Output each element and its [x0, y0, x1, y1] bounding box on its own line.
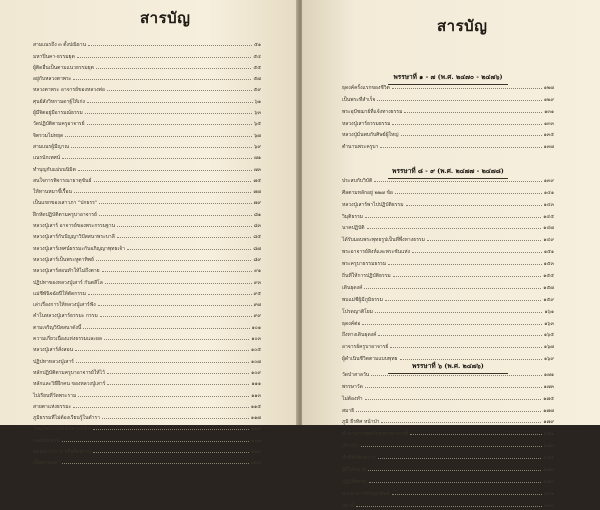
toc-entry-title: พบอุดกรวการ หรือศีลธรรม [33, 448, 92, 455]
toc-entry [33, 309, 261, 320]
dot-leader [65, 136, 252, 137]
dot-leader [87, 102, 253, 103]
dot-leader [368, 470, 541, 471]
toc-entry-page: ๑๘๓ [543, 443, 554, 450]
dot-leader [94, 181, 252, 182]
toc-entry [33, 433, 261, 444]
toc-entry [342, 403, 554, 415]
toc-entry-page: ๖๓ [254, 110, 261, 117]
toc-entry [33, 83, 261, 94]
dot-leader [410, 434, 542, 435]
toc-entry [33, 456, 261, 467]
toc-entry-title: หลักและวิธีฝึกคน ของหลวงปู่เสาร์ [33, 381, 106, 388]
toc-entry [342, 391, 554, 403]
toc-entry-page: ๘๕ [253, 234, 261, 241]
toc-entry-title: ปฏิปทาหลวงปู่เสาร์ [33, 358, 74, 365]
toc-entry [342, 92, 554, 104]
dot-leader [392, 88, 542, 89]
dot-leader [105, 283, 252, 284]
dot-leader [404, 112, 542, 113]
dot-leader [76, 362, 249, 363]
toc-entry [342, 232, 554, 244]
dot-leader [392, 124, 542, 125]
toc-entry-page: ๑๒๙ [543, 96, 554, 103]
toc-entry-page: ๙๙ [253, 313, 261, 320]
toc-entry [342, 316, 554, 328]
toc-entry-page: ๑๑๙ [250, 426, 261, 433]
dot-leader [88, 294, 252, 295]
toc-entry [342, 280, 554, 292]
toc-entry [342, 139, 554, 151]
toc-entry-title: ไม่ต้องทำ [342, 395, 363, 402]
toc-entry [342, 450, 554, 462]
dot-leader [381, 422, 541, 423]
toc-entry-title: สายตาแห่งธรรมะ [33, 403, 72, 410]
toc-entry [33, 388, 261, 399]
toc-entry-page: ๑๓๑ [544, 108, 554, 115]
toc-entry [342, 438, 554, 450]
dot-leader [96, 260, 252, 261]
toc-entry-page: ๑๗๗ [543, 407, 554, 414]
toc-entry [342, 128, 554, 140]
toc-entry [33, 241, 261, 252]
toc-entry [33, 253, 261, 264]
toc-entry-title: คำในหลวงปู่เสาร์ธรรมะ กรรม [33, 313, 98, 320]
toc-entry [342, 209, 554, 221]
dot-leader [369, 482, 542, 483]
dot-leader [73, 79, 251, 80]
dot-leader [62, 441, 250, 442]
toc-entry-title: หลวงปู่เสาร์เทศน์ธรรมะกับอภิญญาพุทธเจ้า [33, 245, 125, 252]
toc-entry-page: ๑๑๕ [250, 403, 261, 410]
toc-entry-title: พระอุปัชฌาย์ที่แจ้งทางธรรม [342, 108, 403, 115]
dot-leader [380, 147, 541, 148]
dot-leader [100, 316, 252, 317]
dot-leader [362, 324, 542, 325]
toc-entry [342, 268, 554, 280]
toc-entry-page: ๙๗ [253, 302, 261, 309]
dot-leader [102, 418, 249, 419]
toc-entry [342, 462, 554, 474]
dot-leader [62, 158, 252, 159]
toc-list [33, 38, 261, 467]
toc-entry [342, 367, 554, 379]
toc-entry-page: ๑๐๕ [250, 347, 261, 354]
toc-entry-title: โดนโดนไล่ให้เดินตามนิมิต [33, 426, 91, 433]
toc-entry [33, 140, 261, 151]
toc-entry-page: ๑๙๓ [543, 502, 554, 509]
toc-entry [342, 80, 554, 92]
page-title: สารบัญ [437, 17, 488, 35]
toc-entry-title: ทำที่พักชั่วคราว [342, 455, 376, 462]
toc-entry-page: ๖๗ [254, 132, 261, 139]
toc-entry [33, 185, 261, 196]
toc-entry-title: ปฏิปทาของหลวงปู่เสาร์ กันตสีโล [33, 279, 103, 286]
toc-entry-page: ๑๐๗ [251, 358, 261, 365]
toc-entry-title: ตำนานพระครูบา [342, 144, 379, 151]
toc-entry [33, 275, 261, 286]
toc-entry-page: ๕๗ [253, 76, 261, 83]
toc-entry-title: นาคปฏิบัติ [342, 225, 365, 232]
toc-entry-page: ๑๔๕ [543, 213, 554, 220]
toc-entry [33, 49, 261, 60]
toc-entry [342, 292, 554, 304]
toc-entry-title: พระอาจารย์กับลูกศิษย์ [342, 490, 390, 497]
toc-entry [342, 426, 554, 438]
toc-entry [33, 196, 261, 207]
dot-leader [367, 228, 542, 229]
toc-entry-title: จิตรวมไม่หยุด [33, 132, 64, 139]
toc-entry-page: ๖๙ [254, 143, 261, 150]
toc-entry-page: ๕๔ [253, 53, 261, 60]
dot-leader [375, 312, 542, 313]
toc-entry-page: ๘๗ [253, 245, 261, 252]
toc-entry [33, 219, 261, 230]
dot-leader [74, 192, 252, 193]
dot-leader [127, 249, 251, 250]
toc-entry-title: โปรดญาติโยม [342, 308, 374, 315]
toc-entry-title: ผู้มีจิตอยู่มีอารมณ์ธรรม [33, 110, 83, 117]
toc-entry [33, 72, 261, 83]
toc-entry-title: สมาธิ [342, 502, 355, 509]
toc-entry-page: ๑๕๗ [543, 284, 554, 291]
toc-entry [342, 173, 554, 185]
dot-leader [378, 458, 542, 459]
dot-leader [365, 399, 542, 400]
dot-leader [107, 373, 249, 374]
toc-entry-title: ถิ่นที่ให้การปฏิบัติธรรม [342, 273, 391, 280]
toc-entry-page: ๑๖๓ [544, 320, 554, 327]
toc-entry-title: สามเณรถึง ๓ ตั้งปณิธาน [33, 42, 87, 49]
dot-leader [393, 276, 542, 277]
toc-entry [33, 94, 261, 105]
toc-entry-title: พระอาจารย์สิงห์และพระชันแห่ง [342, 249, 411, 256]
toc-entry [33, 128, 261, 139]
toc-entry [33, 61, 261, 72]
toc-entry-page: ๑๖๑ [544, 308, 554, 315]
toc-entry-title: ปฏิบัติธรรม [342, 478, 367, 485]
toc-entry-title: ได้รับมอบพระพุทธรูปเป็นที่พึ่งทางธรรม [342, 237, 425, 244]
toc-entry-page: ๑๓๗ [543, 144, 554, 151]
toc-list [342, 80, 554, 151]
toc-entry-title: เป็นแขกของเสาวภา "ปกธรร" [33, 200, 98, 207]
dot-leader [62, 463, 249, 464]
toc-entry-title: แม่ชีพันิจฉัยปีให้ตัดกรรม [33, 290, 86, 297]
toc-entry [342, 104, 554, 116]
dot-leader [117, 237, 252, 238]
toc-entry-title: หลวงปู่เสาร์เป็นพระหูตาทิพย์ [33, 256, 94, 263]
toc-entry-title: หลวงปู่มั่นพบกับศิษย์ผู้ใหญ่ [342, 132, 399, 139]
toc-entry-page: ๑๒๑ [251, 437, 261, 444]
toc-entry-title: ประสบกับวิบัติ [342, 177, 373, 184]
toc-entry-page: ๑๓๓ [543, 120, 554, 127]
dot-leader [93, 452, 249, 453]
toc-entry [342, 244, 554, 256]
toc-entry-page: ๑๘๑ [543, 431, 554, 438]
toc-entry-title: เป็นพระที่สำเร็จ [342, 96, 376, 103]
section-heading: พรรษาที่ ๑ - ๗ (พ.ศ. ๒๔๗๐ - ๒๔๗๖) [342, 72, 554, 85]
toc-entry [342, 415, 554, 427]
dot-leader [77, 57, 252, 58]
dot-leader [364, 288, 541, 289]
toc-entry-page: ๗๙ [253, 200, 261, 207]
toc-entry [33, 287, 261, 298]
toc-entry-title: วิมุติธรรม [342, 213, 364, 220]
toc-entry [342, 197, 554, 209]
toc-entry [33, 411, 261, 422]
dot-leader [361, 446, 542, 447]
toc-entry-title: ให้ทานหมาขี้เรื้อน [33, 189, 72, 196]
toc-entry-title: ศีลตามหลักอยู่ ๒๒๗ ข้อ [342, 189, 393, 196]
dot-leader [371, 375, 542, 376]
toc-entry-page: ๘๑ [253, 211, 261, 218]
dot-leader [365, 387, 542, 388]
toc-entry-page: ๑๒๕ [250, 460, 261, 467]
toc-entry-title: วัดปฏิบัติตามครูอาจารย์ [33, 121, 85, 128]
toc-entry [33, 366, 261, 377]
dot-leader [385, 300, 541, 301]
toc-entry [33, 162, 261, 173]
toc-entry-page: ๖๕ [254, 121, 261, 128]
dot-leader [377, 100, 541, 101]
toc-entry-page: ๗๓ [253, 166, 261, 173]
toc-entry-page: ๑๔๗ [543, 225, 554, 232]
toc-entry-page: ๑๗๑ [543, 371, 554, 378]
toc-entry [33, 38, 261, 49]
dot-leader [392, 494, 542, 495]
toc-entry-page: ๑๒๗ [543, 84, 554, 91]
dot-leader [356, 411, 541, 412]
toc-entry-page: ๑๙๑ [543, 490, 554, 497]
toc-entry-title: หลวงปู่เสาร์สอนทำให้ไม่ถึงตาย [33, 268, 100, 275]
dot-leader [390, 347, 542, 348]
toc-entry-page: ๕๑ [254, 42, 261, 49]
toc-entry-page: ๑๔๑ [543, 189, 554, 196]
toc-entry-page: ๕๕ [253, 64, 261, 71]
toc-entry-title: มหาปิ่นคา-ธรรมยุต [33, 53, 75, 60]
toc-entry-page: ๘๙ [253, 256, 261, 263]
toc-entry-title: พบแม่ชีผู้มีภูมิธรรม [342, 296, 383, 303]
dot-leader [117, 226, 252, 227]
toc-entry [342, 304, 554, 316]
toc-entry-title: สมาธิ [342, 407, 355, 414]
toc-entry [33, 230, 261, 241]
dot-leader [395, 193, 542, 194]
toc-entry-title: ธุดงค์ครั้งแรกของชีวิต [342, 84, 390, 91]
dot-leader [88, 45, 252, 46]
toc-entry-title: อาจารย์ครูบาอาจารย์ [342, 344, 389, 351]
dot-leader [388, 264, 541, 265]
toc-entry-title: ไปเรียนที่วัดพระราม [33, 392, 77, 399]
toc-list [342, 173, 554, 363]
dot-leader [78, 170, 252, 171]
toc-entry-title: ผู้ที่ได้สมาธิ [342, 467, 367, 474]
toc-entry-title: ภูมิ ธีรทิศ หน้าป่า [342, 419, 380, 426]
toc-entry [342, 328, 554, 340]
toc-entry-page: ๑๑๓ [251, 392, 261, 399]
toc-entry-title: สนใจการพิจารณาธาตุขันธ์ [33, 177, 92, 184]
toc-entry-page: ๕๙ [253, 87, 261, 94]
toc-entry-page: ๑๕๓ [543, 261, 554, 268]
dot-leader [93, 429, 249, 430]
right-page [302, 0, 600, 509]
toc-entry-title: หลวงปู่เสาร์พาไปปฏิบัติธรรม [342, 201, 404, 208]
toc-entry [33, 422, 261, 433]
toc-entry-page: ๗๗ [253, 189, 261, 196]
dot-leader [378, 335, 541, 336]
dot-leader [107, 90, 252, 91]
toc-entry-page: ๑๘๙ [543, 478, 554, 485]
dot-leader [365, 217, 541, 218]
toc-entry [33, 332, 261, 343]
toc-entry-page: ๑๐๓ [251, 336, 261, 343]
toc-entry-page: ๑๘๕ [543, 455, 554, 462]
toc-list [342, 367, 554, 510]
toc-entry-title: เณรนักเทศน์ [33, 155, 61, 162]
toc-entry-title: เป็นพรหมดา [33, 460, 60, 467]
toc-entry [33, 207, 261, 218]
toc-entry [342, 474, 554, 486]
dot-leader [78, 396, 249, 397]
toc-entry [33, 117, 261, 128]
toc-entry-title: เดินธุดงค์ [342, 284, 363, 291]
section-heading: พรรษาที่ ๖ (พ.ศ. ๒๔๗๖) [342, 361, 554, 374]
toc-entry-title: ทำบุญกับแม่บนนิมิต [33, 166, 76, 173]
dot-leader [374, 181, 542, 182]
toc-entry-page: ๑๐๙ [251, 369, 261, 376]
toc-entry-title: ภูมิธรรมที่ไม่ต้องเรียนรู้ในตำรา [33, 415, 100, 422]
dot-leader [83, 328, 249, 329]
toc-entry [342, 486, 554, 498]
dot-leader [99, 215, 252, 216]
toc-entry-title: พระครูบาธรรมธรรม [342, 261, 387, 268]
left-page [0, 0, 298, 467]
toc-entry-title: วัดป่าสาลวัน [342, 371, 370, 378]
toc-entry-title: หลวงตาพระ อาจารย์ของหลวงพ่อ [33, 87, 105, 94]
toc-entry-page: ๑๑๑ [251, 381, 261, 388]
dot-leader [98, 305, 252, 306]
dot-leader [107, 384, 249, 385]
toc-entry-page: ๑๒๓ [251, 448, 261, 455]
toc-entry-page: ๑๓๕ [543, 132, 554, 139]
toc-entry-title: ฝึกหัดปฏิบัติตามครูบาอาจารย์ [33, 211, 97, 218]
toc-entry [342, 221, 554, 233]
toc-entry [33, 400, 261, 411]
dot-leader [73, 407, 249, 408]
toc-entry-page: ๑๘๗ [543, 467, 554, 474]
toc-entry-title: สามเณรผู้มีญาณ [33, 143, 70, 150]
toc-entry-title: อยู่กับหลวงตาพระ [33, 76, 72, 83]
dot-leader [71, 147, 252, 148]
toc-entry-title: ผู้ติดอื่นเป็นตามแนวธรรมยุต [33, 64, 94, 71]
page-title: สารบัญ [140, 9, 191, 27]
toc-entry [342, 185, 554, 197]
toc-entry-title: ศุนย์สังวิหกามดาฐ์ให้เก่ง [33, 98, 85, 105]
dot-leader [99, 203, 251, 204]
toc-entry [33, 343, 261, 354]
toc-entry [342, 339, 554, 351]
dot-leader [427, 240, 542, 241]
toc-entry-page: ๑๗๓ [543, 383, 554, 390]
toc-entry [33, 298, 261, 309]
toc-entry [33, 445, 261, 456]
toc-entry-page: ๑๖๗ [543, 344, 554, 351]
dot-leader [104, 339, 249, 340]
dot-leader [85, 113, 253, 114]
toc-entry-title: พรรษาวัด [342, 383, 363, 390]
toc-entry-page: ๙๕ [253, 290, 261, 297]
toc-entry [33, 151, 261, 162]
toc-entry-page: ๑๕๕ [543, 273, 554, 280]
toc-entry-title: หลวงปู่เสาร์สั่งสอน [33, 347, 74, 354]
toc-entry-page: ๑๗๙ [543, 419, 554, 426]
toc-entry-title: หลวงปู่เสาร์กับปัญญาวิปัสสนาพระบาลี [33, 234, 115, 241]
toc-entry-page: ๙๓ [253, 279, 261, 286]
toc-entry-page: ๑๖๙ [543, 356, 554, 363]
toc-entry-title: หลวงปู่เสาร์ อาจารย์ของพระกรรมฐาน [33, 223, 115, 230]
toc-entry-page: ๘๓ [253, 223, 261, 230]
dot-leader [412, 252, 542, 253]
toc-entry-title: ความเกี่ยวเนื่องแห่งธรรมและผล [33, 336, 102, 343]
toc-entry-title: ธุดงค์ต่อ [342, 320, 361, 327]
toc-entry [33, 264, 261, 275]
toc-entry [342, 256, 554, 268]
toc-entry-page: ๑๕๑ [543, 249, 554, 256]
toc-entry-title: ตำนานการพบกับครูบาอาจารย์ [342, 431, 409, 438]
section-heading: พรรษาที่ ๘ - ๙ (พ.ศ. ๒๔๗๗ - ๒๔๗๘) [342, 166, 554, 179]
toc-entry [33, 106, 261, 117]
dot-leader [102, 271, 253, 272]
toc-entry-page: ๑๐๑ [251, 324, 261, 331]
toc-entry-page: ๑๑๗ [250, 415, 261, 422]
toc-entry-page: ๖๑ [254, 98, 261, 105]
toc-entry-page: ๑๔๙ [543, 237, 554, 244]
dot-leader [406, 205, 542, 206]
toc-entry-title: เล่าเรื่องการให้หลวงปู่เสาร์ฟัง [33, 302, 96, 309]
toc-entry-page: ๑๔๓ [543, 201, 554, 208]
toc-entry-title: เจอบ่อพนาน [33, 437, 60, 444]
toc-entry-title: เจ้าหน้า [342, 443, 359, 450]
toc-entry [342, 498, 554, 510]
toc-entry-title: ผู้ดำเนินชีวิตตามแบบพุทธ [342, 356, 398, 363]
dot-leader [96, 68, 252, 69]
toc-entry [33, 354, 261, 365]
toc-entry-title: หลักปฏิบัติตามครูบาอาจารย์ให้ไว้ [33, 369, 105, 376]
toc-entry-page: ๙๑ [254, 268, 261, 275]
toc-entry-page: ๑๕๙ [543, 296, 554, 303]
toc-entry [342, 379, 554, 391]
dot-leader [75, 350, 249, 351]
toc-entry-page: ๗๑ [254, 155, 261, 162]
toc-entry-page: ๑๗๕ [543, 395, 554, 402]
toc-entry [33, 377, 261, 388]
toc-entry-title: ถึงทางเดินธุดงค์ [342, 332, 377, 339]
toc-entry-page: ๑๓๙ [543, 177, 554, 184]
toc-entry-page: ๑๖๕ [543, 332, 554, 339]
dot-leader [401, 135, 542, 136]
toc-entry [342, 116, 554, 128]
toc-entry-page: ๗๕ [253, 177, 261, 184]
dot-leader [87, 124, 252, 125]
dot-leader [356, 506, 542, 507]
toc-entry [33, 320, 261, 331]
toc-entry [33, 174, 261, 185]
toc-entry-title: หลวงปู่เสาร์ธรรมธรรม [342, 120, 391, 127]
toc-entry-title: ตามเจริญวิปัสสนาดังนี้ [33, 324, 82, 331]
